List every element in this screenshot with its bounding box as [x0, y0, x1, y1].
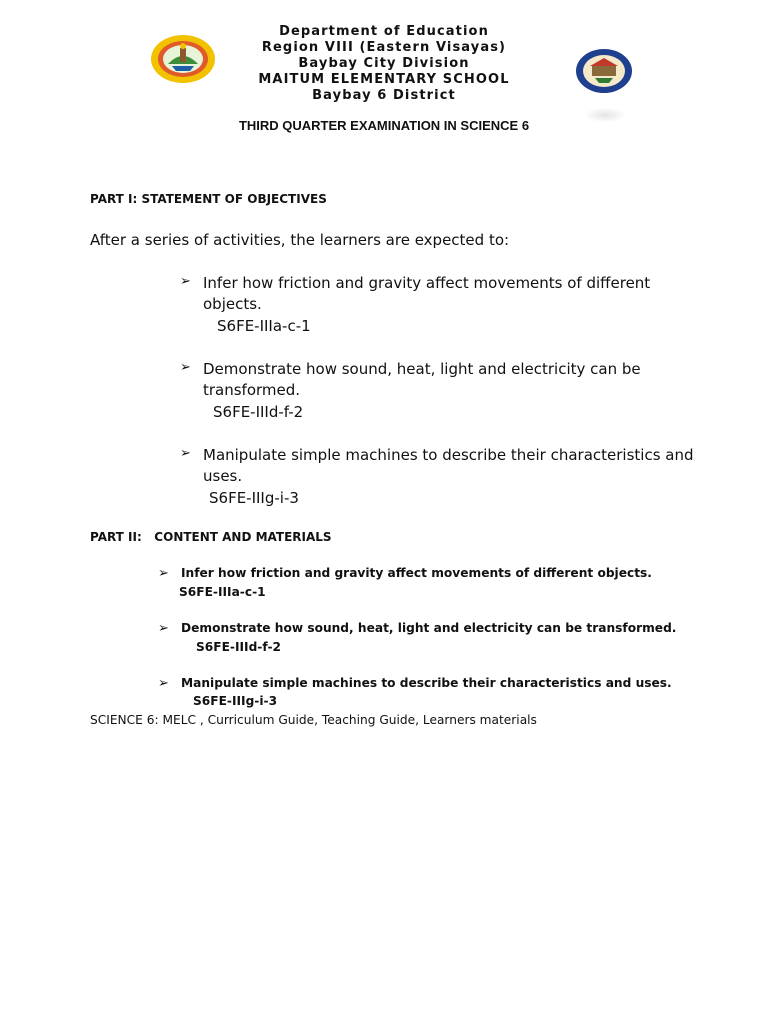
content-item-code: S6FE-IIId-f-2 [196, 640, 281, 654]
content-item-text: Infer how friction and gravity affect movements of different objects. [181, 566, 652, 580]
header-department: Department of Education [279, 24, 489, 39]
header-region: Region VIII (Eastern Visayas) [261, 40, 507, 55]
objective-text-line2: uses. [203, 467, 243, 485]
arrow-bullet-icon: ➢ [180, 360, 191, 375]
header-district: Baybay 6 District [312, 88, 456, 103]
part2-heading: PART II: CONTENT AND MATERIALS [90, 530, 332, 544]
objective-text-line1: Manipulate simple machines to describe their characteristics and [203, 446, 694, 464]
content-item-text: Demonstrate how sound, heat, light and electricity can be transformed. [181, 621, 677, 635]
objective-code: S6FE-IIId-f-2 [213, 403, 304, 421]
arrow-bullet-icon: ➢ [158, 566, 169, 581]
header-division: Baybay City Division [298, 56, 470, 71]
header-school: MAITUM ELEMENTARY SCHOOL [258, 72, 510, 87]
objective-code: S6FE-IIIa-c-1 [217, 317, 311, 335]
part1-heading: PART I: STATEMENT OF OBJECTIVES [90, 192, 327, 206]
objective-text-line1: Infer how friction and gravity affect movements of different [203, 274, 651, 292]
content-item-code: S6FE-IIIa-c-1 [179, 585, 266, 599]
arrow-bullet-icon: ➢ [158, 676, 169, 691]
arrow-bullet-icon: ➢ [180, 274, 191, 289]
arrow-bullet-icon: ➢ [180, 446, 191, 461]
part1-intro: After a series of activities, the learners are expected to: [90, 231, 510, 249]
content-item-text: Manipulate simple machines to describe their characteristics and uses. [181, 676, 672, 690]
content-item-code: S6FE-IIIg-i-3 [193, 694, 278, 708]
arrow-bullet-icon: ➢ [158, 621, 169, 636]
objective-text-line2: transformed. [203, 381, 301, 399]
objective-code: S6FE-IIIg-i-3 [209, 489, 299, 507]
exam-title: THIRD QUARTER EXAMINATION IN SCIENCE 6 [238, 118, 530, 133]
objective-text-line1: Demonstrate how sound, heat, light and electricity can be [203, 360, 641, 378]
materials-line: SCIENCE 6: MELC , Curriculum Guide, Teaching Guide, Learners materials [90, 713, 537, 727]
objective-text-line2: objects. [203, 295, 262, 313]
